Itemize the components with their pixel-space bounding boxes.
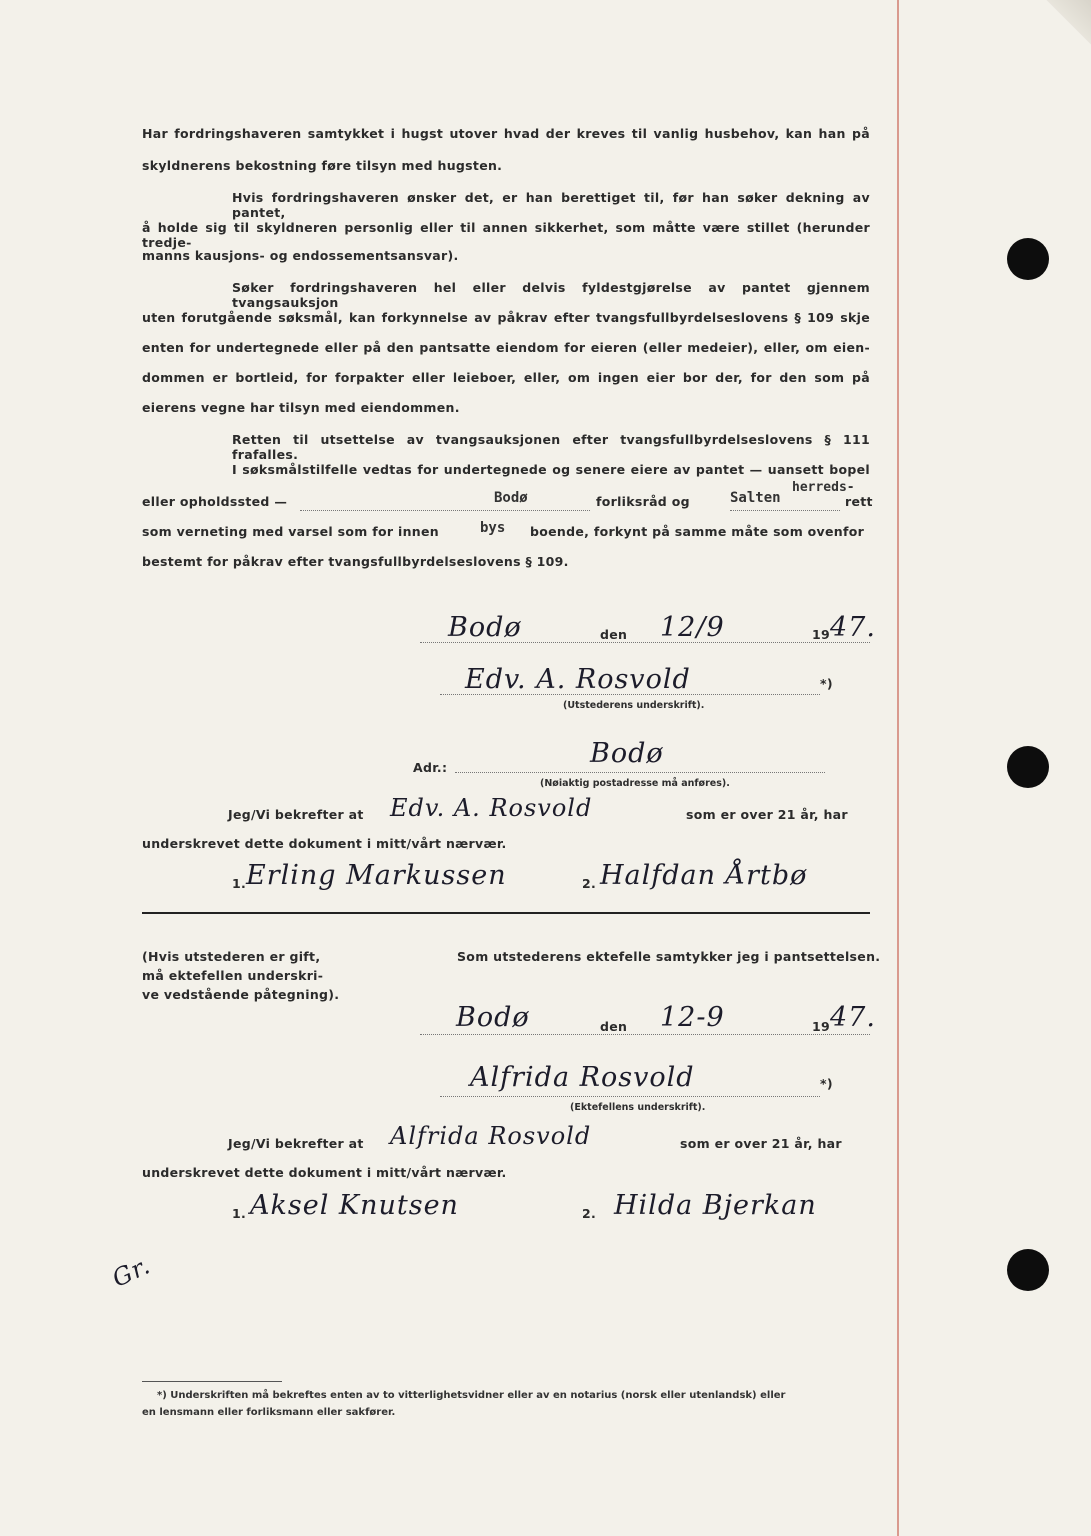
punch-hole xyxy=(1007,1249,1049,1291)
handwritten-year: 47. xyxy=(830,1002,876,1033)
witness-text: som er over 21 år, har xyxy=(686,807,848,822)
handwritten-date: 12-9 xyxy=(660,1002,725,1033)
handwritten-place: Bodø xyxy=(456,1002,530,1033)
fill-line xyxy=(420,642,870,643)
paragraph-line: Hvis fordringshaveren ønsker det, er han berettiget til, før han søker dekning av pantet, xyxy=(232,190,870,220)
spouse-note-line: (Hvis utstederen er gift, xyxy=(142,949,321,964)
fill-line xyxy=(300,510,590,511)
paragraph-line: eller opholdssted — xyxy=(142,494,288,509)
witness-text: underskrevet dette dokument i mitt/vårt nærvær. xyxy=(142,1165,507,1180)
footnote-rule xyxy=(142,1381,282,1382)
witness-number: 1. xyxy=(232,876,247,891)
paragraph-line: skyldnerens bekostning føre tilsyn med hugsten. xyxy=(142,158,503,173)
paragraph-line: som verneting med varsel som for innen xyxy=(142,524,439,539)
year-prefix: 19 xyxy=(812,1019,830,1034)
witness-number: 2. xyxy=(582,1206,597,1221)
year-prefix: 19 xyxy=(812,627,830,642)
footnote-mark: *) xyxy=(820,1076,833,1091)
paragraph-line: Har fordringshaveren samtykket i hugst utover hvad der kreves til vanlig husbehov, kan han på xyxy=(142,126,870,141)
signature-caption: (Utstederens underskrift). xyxy=(563,700,705,711)
margin-line xyxy=(897,0,899,1536)
section-divider xyxy=(142,912,870,914)
witness-text: underskrevet dette dokument i mitt/vårt nærvær. xyxy=(142,836,507,851)
paragraph-line: forliksråd og xyxy=(596,494,690,509)
signature-witness-2: Halfdan Årtbø xyxy=(600,860,808,891)
paragraph-line: dommen er bortleid, for forpakter eller leieboer, eller, om ingen eier bor der, for den som på xyxy=(142,370,870,385)
paragraph-line: å holde sig til skyldneren personlig eller til annen sikkerhet, som måtte være stillet (herunder tredje- xyxy=(142,220,870,250)
handwritten-date: 12/9 xyxy=(660,612,725,643)
typed-forliksrad: Bodø xyxy=(494,490,528,506)
paragraph-line: manns kausjons- og endossementsansvar). xyxy=(142,248,459,263)
paragraph-line: Retten til utsettelse av tvangsauksjonen efter tvangsfullbyrdelseslovens § 111 frafalles. xyxy=(232,432,870,462)
punch-hole xyxy=(1007,238,1049,280)
paragraph-line: boende, forkynt på samme måte som ovenfor xyxy=(530,524,865,539)
signature-issuer: Edv. A. Rosvold xyxy=(465,664,691,695)
witness-text: som er over 21 år, har xyxy=(680,1136,842,1151)
signature-witness-2: Hilda Bjerkan xyxy=(614,1190,817,1221)
signature-witness-1: Erling Markussen xyxy=(246,860,507,891)
paragraph-line: bestemt for påkrav efter tvangsfullbyrdelseslovens § 109. xyxy=(142,554,569,569)
footnote-line: *) Underskriften må bekreftes enten av to vitterlighetsvidner eller av en notarius (norsk eller utenlandsk) eller xyxy=(157,1390,786,1401)
page-corner xyxy=(1041,0,1091,60)
signature-caption: (Ektefellens underskrift). xyxy=(570,1102,706,1113)
paragraph-line: rett xyxy=(845,494,873,509)
typed-innen: bys xyxy=(480,520,506,536)
handwritten-initials: Gr. xyxy=(107,1251,155,1293)
spouse-consent: Som utstederens ektefelle samtykker jeg i pantsettelsen. xyxy=(457,949,881,964)
fill-line xyxy=(440,694,820,695)
handwritten-place: Bodø xyxy=(448,612,522,643)
typed-herred: Salten xyxy=(730,490,781,506)
handwritten-address: Bodø xyxy=(590,738,664,769)
signature-witness-1: Aksel Knutsen xyxy=(250,1190,459,1221)
den-label: den xyxy=(600,1019,628,1034)
paragraph-line: eierens vegne har tilsyn med eiendommen. xyxy=(142,400,460,415)
signature-spouse: Alfrida Rosvold xyxy=(470,1062,695,1093)
adr-label: Adr.: xyxy=(413,760,448,775)
paragraph-line: I søksmålstilfelle vedtas for undertegnede og senere eiere av pantet — uansett bopel xyxy=(232,462,870,477)
handwritten-spouse-name: Alfrida Rosvold xyxy=(390,1122,592,1150)
punch-hole xyxy=(1007,746,1049,788)
handwritten-year: 47. xyxy=(830,612,876,643)
fill-line xyxy=(730,510,840,511)
spouse-note-line: må ektefellen underskri- xyxy=(142,968,324,983)
paragraph-line: enten for undertegnede eller på den pantsatte eiendom for eieren (eller medeier), eller, om eien- xyxy=(142,340,870,355)
paragraph-line: uten forutgående søksmål, kan forkynnelse av påkrav efter tvangsfullbyrdelseslovens § 109 skje xyxy=(142,310,870,325)
den-label: den xyxy=(600,627,628,642)
handwritten-issuer-name: Edv. A. Rosvold xyxy=(390,794,593,822)
witness-text: Jeg/Vi bekrefter at xyxy=(228,1136,364,1151)
address-caption: (Nøiaktig postadresse må anføres). xyxy=(540,778,730,789)
fill-line xyxy=(440,1096,820,1097)
witness-text: Jeg/Vi bekrefter at xyxy=(228,807,364,822)
witness-number: 2. xyxy=(582,876,597,891)
fill-line xyxy=(455,772,825,773)
fill-line xyxy=(420,1034,870,1035)
footnote-line: en lensmann eller forliksmann eller sakfører. xyxy=(142,1407,396,1418)
footnote-mark: *) xyxy=(820,676,833,691)
typed-herreds: herreds- xyxy=(792,480,855,495)
spouse-note-line: ve vedstående påtegning). xyxy=(142,987,340,1002)
paragraph-line: Søker fordringshaveren hel eller delvis fyldestgjørelse av pantet gjennem tvangsauksjon xyxy=(232,280,870,310)
witness-number: 1. xyxy=(232,1206,247,1221)
